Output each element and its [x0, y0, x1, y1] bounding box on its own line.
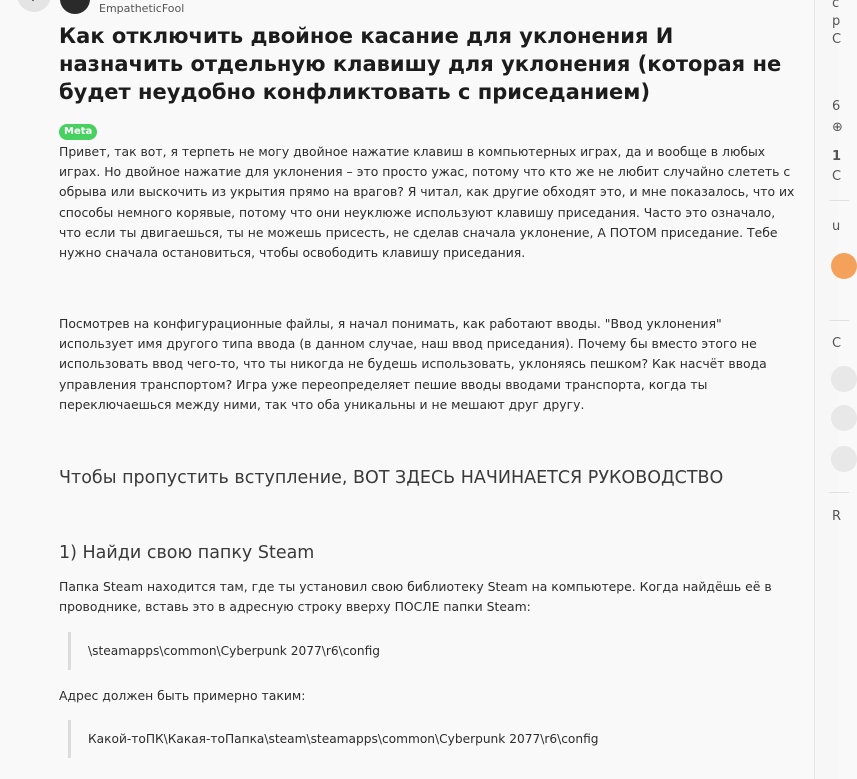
post-paragraph-1: Привет, так вот, я терпеть не могу двойное нажатие клавиш в компьютерных играх, да и вообще в любых играх. Но двойное нажатие для уклонения – это просто ужас, потому что кто же не любит случайно слететь с обрыва или выскочить из укрытия прямо на врагов? Я читал, как другие обходят это, и мне показалось, что их способы немного корявые, потому что они неуклюже используют клавишу приседания. Часто это означало, что если ты двигаешься, ты не можешь присесть, не сделав сначала уклонение, А ПОТОМ приседание. Тебе нужно сначала остановиться, чтобы освободить клавишу приседания. [59, 144, 795, 261]
author-name[interactable]: EmpatheticFool [99, 2, 185, 15]
sidebar-fragment: C [832, 32, 842, 47]
sidebar-community-icon[interactable] [831, 405, 857, 431]
sidebar-fragment: c [832, 0, 840, 11]
sidebar-fragment: p [832, 14, 841, 29]
sidebar-fragment: C [832, 336, 842, 351]
post-paragraph-2: Посмотрев на конфигурационные файлы, я начал понимать, как работают вводы. "Ввод уклонения" использует имя другого типа ввода (в данном случае, наш ввод приседания). Почему бы вместо этого не использовать ввод чего-то, что ты никогда не будешь использовать, уклоняясь пешком? Как насчёт ввода управления транспортом? Игра уже переопределяет пешие вводы вводами транспорта, когда ты переключаешься между ними, так что оба уникальны и не мешают друг другу. [59, 316, 767, 412]
back-button[interactable] [17, 0, 51, 12]
author-avatar[interactable] [60, 0, 90, 14]
guide-heading: Чтобы пропустить вступление, ВОТ ЗДЕСЬ НАЧИНАЕТСЯ РУКОВОДСТВО [59, 468, 724, 488]
sidebar-divider [829, 200, 849, 201]
sidebar-divider [829, 492, 849, 493]
right-sidebar [814, 0, 843, 779]
post-paragraph-3: Папка Steam находится там, где ты установил свою библиотеку Steam на компьютере. Когда найдёшь её в проводнике, вставь это в адресную строку вверху ПОСЛЕ папки Steam: [59, 579, 772, 615]
sidebar-fragment: C [832, 169, 842, 184]
sidebar-avatar[interactable] [831, 253, 857, 279]
sidebar-community-icon[interactable] [831, 446, 857, 472]
sidebar-fragment: 6 [832, 99, 841, 114]
sidebar-divider [829, 320, 849, 321]
sidebar-fragment: 1 [832, 149, 842, 164]
post-paragraph-4: Адрес должен быть примерно таким: [59, 688, 306, 703]
arrow-left-icon [26, 0, 42, 3]
sidebar-community-icon[interactable] [831, 366, 857, 392]
post-flair[interactable]: Meta [59, 124, 97, 140]
sidebar-fragment: u [832, 219, 841, 234]
post-title: Как отключить двойное касание для уклонения И назначить отдельную клавишу для уклонения (которая не будет неудобно конфликтовать с приседанием) [59, 24, 782, 104]
sidebar-fragment: R [832, 509, 842, 524]
sidebar-fragment: ⊕ [832, 120, 843, 135]
code-block-path: \steamapps\common\Cyberpunk 2077\r6\config [68, 632, 380, 670]
step1-heading: 1) Найди свою папку Steam [59, 543, 315, 563]
code-block-full-path: Какой-тоПК\Какая-тоПапка\steam\steamapps\common\Cyberpunk 2077\r6\config [68, 720, 599, 758]
